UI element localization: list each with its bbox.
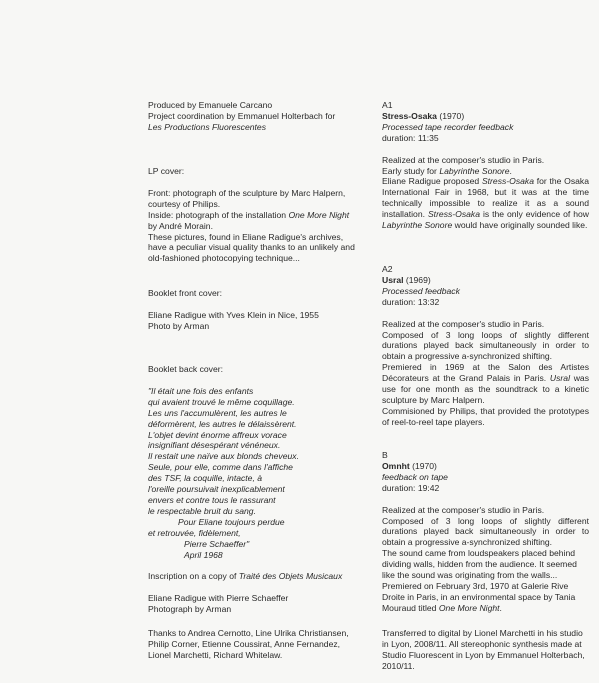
track-side: A2	[382, 264, 393, 274]
track-subtitle: Processed tape recorder feedback	[382, 121, 514, 132]
transfer-text: Transferred to digital by Lionel Marchetti in his studio in Lyon, 2008/11. All stereophonic synthesis made at Studio Fluorescent in Lyon by Emmanuel Holterbach, 2010/11.	[382, 628, 585, 671]
track-title: Usral	[382, 274, 404, 285]
track-premiered: Premiered on February 3rd, 1970 at Galerie Rive Droite in Paris, in an environmental space by Tania Mouraud titled One More Night.	[382, 580, 576, 613]
booklet-front-section	[148, 288, 358, 332]
poem-dedication: Pour Eliane toujours perdue	[178, 516, 285, 527]
track-commissioned: Commisioned by Philips, that provided the prototypes of reel-to-reel tape players.	[382, 405, 589, 427]
booklet-back-heading: Booklet back cover:	[148, 364, 223, 374]
schaeffer-poem: "Il était une fois des enfants qui avaient trouvé le même coquillage. Les uns l'accumulèrent, les autres le déformèrent, les autres le délaissèrent. L'objet devint énorme affreux vorace insignifiant désespérant vénéneux. Il restait une naïve aux blonds cheveux. Seule, pour elle, comme dans l'affiche des TSF, la coquille, intacte, à l'oreille poursuivait inexplicablement envers et contre tous le rassurant le respectable bruit du sang. Pour Eliane toujours perdue et retrouvée, fidèlement, Pierre Schaeffer" April 1968	[148, 386, 358, 561]
track-duration: duration: 11:35	[382, 132, 439, 143]
track-composed: Composed of 3 long loops of slightly different durations played back simultaneously in order to obtain a progressive a-synchronized shifting.	[382, 329, 589, 362]
poem-signature: Pierre Schaeffer"	[184, 538, 250, 549]
booklet-back-credit: Photograph by Arman	[148, 604, 232, 615]
track-realized: Realized at the composer's studio in Paris.	[382, 504, 545, 515]
lp-cover-heading: LP cover:	[148, 166, 185, 176]
track-early-study: Early study for Labyrinthe Sonore.	[382, 165, 512, 176]
booklet-front-credit: Photo by Arman	[148, 320, 210, 331]
credits	[148, 100, 358, 133]
track-a1	[382, 100, 589, 231]
booklet-front-heading: Booklet front cover:	[148, 288, 223, 298]
inscription-line: Inscription on a copy of Traité des Objets Musicaux	[148, 571, 343, 582]
track-realized: Realized at the composer's studio in Paris.	[382, 318, 545, 329]
transfer-note	[382, 628, 589, 672]
track-side: B	[382, 450, 388, 460]
track-subtitle: Processed feedback	[382, 285, 460, 296]
lp-cover-front: Front: photograph of the sculpture by Marc Halpern, courtesy of Philips.	[148, 187, 346, 209]
track-title: Omnht	[382, 460, 410, 471]
track-title-line	[382, 461, 589, 472]
thanks-text: Thanks to Andrea Cernotto, Line Ulrika Christiansen, Philip Corner, Etienne Coussirat, Anne Fernandez, Lionel Marchetti, Richard Whitelaw.	[148, 628, 349, 660]
track-side: A1	[382, 100, 393, 110]
track-year: (1970)	[412, 460, 437, 471]
booklet-back-caption: Eliane Radigue with Pierre Schaeffer	[148, 593, 289, 604]
track-title-line	[382, 111, 589, 122]
track-title: Stress-Osaka	[382, 110, 437, 121]
produced-by: Produced by Emanuele Carcano	[148, 100, 273, 110]
label-name: Les Productions Fluorescentes	[148, 121, 266, 132]
track-year: (1969)	[405, 274, 431, 285]
booklet-back-section	[148, 364, 358, 615]
lp-cover-note: These pictures, found in Eliane Radigue's archives, have a peculiar visual quality thanks to an unlikely and old-fashioned photocopying technique...	[148, 231, 355, 264]
coordination-line: Project coordination by Emmanuel Holterbach for	[148, 110, 336, 121]
track-sound: The sound came from loudspeakers placed behind dividing walls, hidden from the audience. It seemed like the sound was originating from the walls...	[382, 548, 577, 581]
track-title-line	[382, 275, 589, 286]
poem-date: April 1968	[184, 549, 223, 560]
track-b	[382, 450, 589, 614]
track-duration: duration: 19:42	[382, 482, 440, 493]
track-realized: Realized at the composer's studio in Paris.	[382, 154, 545, 165]
track-description: Eliane Radigue proposed Stress-Osaka for the Osaka International Fair in 1968, but it was at the time technically impossible to realize it as a sound installation. Stress-Osaka is the only evidence of how Labyrinthe Sonore would have originally sounded like.	[382, 176, 589, 231]
lp-cover-inside: Inside: photograph of the installation One More Night by André Morain.	[148, 209, 350, 231]
track-duration: duration: 13:32	[382, 296, 440, 307]
track-composed: Composed of 3 long loops of slightly different durations played back simultaneously in order to obtain a progressive a-synchronized shifting.	[382, 515, 589, 548]
track-subtitle: feedback on tape	[382, 471, 448, 482]
booklet-front-caption: Eliane Radigue with Yves Klein in Nice, 1955	[148, 309, 319, 320]
track-year: (1970)	[439, 110, 465, 121]
lp-cover-section	[148, 166, 358, 264]
thanks	[148, 628, 358, 661]
track-premiered: Premiered in 1969 at the Salon des Artistes Décorateurs at the Grand Palais in Paris. Usral was use for one month as the soundtrack to a kinetic sculpture by Marc Halpern.	[382, 362, 589, 405]
track-a2	[382, 264, 589, 428]
